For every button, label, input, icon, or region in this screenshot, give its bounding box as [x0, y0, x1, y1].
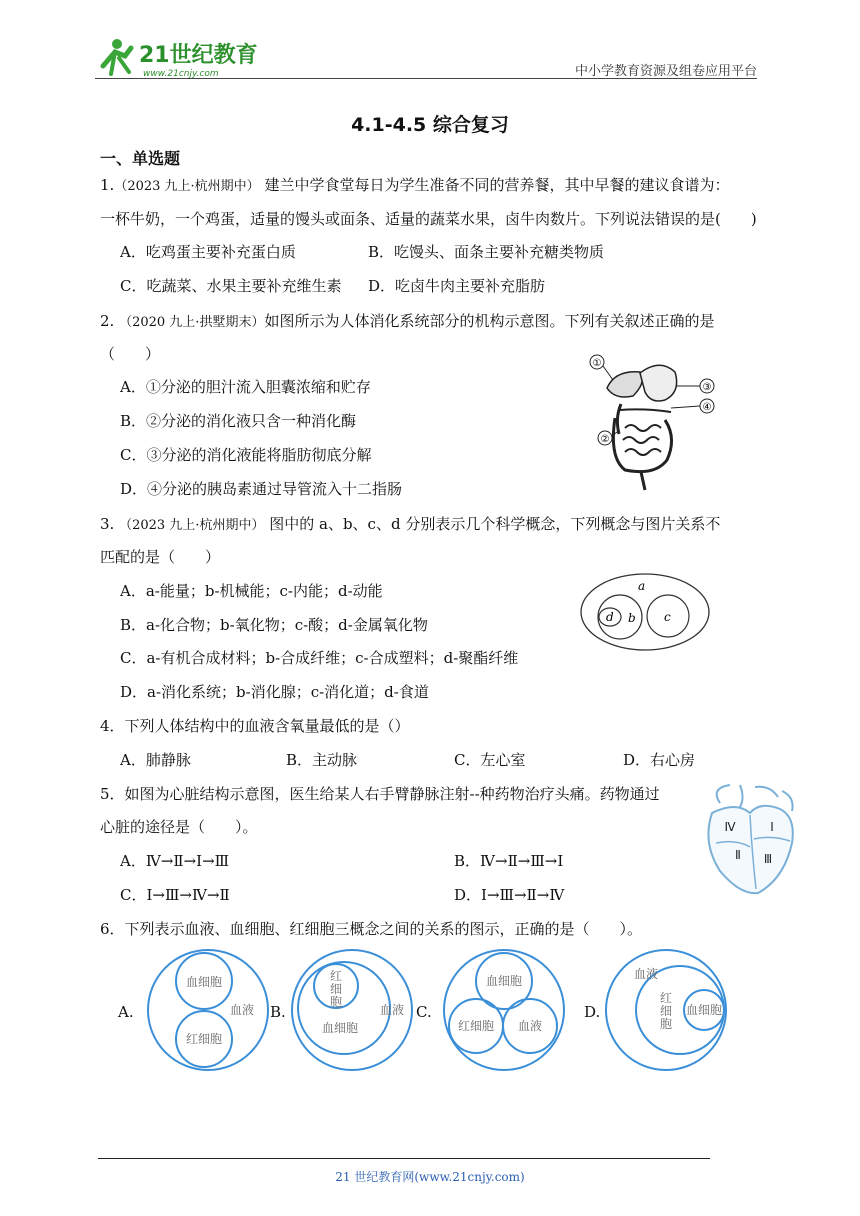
q6-stem: 6．下列表示血液、血细胞、红细胞三概念之间的关系的图示，正确的是（ ）。 [100, 920, 643, 938]
venn-label-b: b [628, 611, 636, 625]
q5-stem-line2: 心脏的途径是（ ）。 [100, 818, 258, 836]
q6-option-d-letter[interactable]: D. [584, 1003, 601, 1021]
q1-option-a[interactable]: A．吃鸡蛋主要补充蛋白质 [120, 243, 296, 261]
q6-option-b-letter[interactable]: B. [270, 1003, 286, 1021]
page-title: 4.1-4.5 综合复习 [351, 114, 509, 136]
q1-option-d[interactable]: D．吃卤牛肉主要补充脂肪 [368, 277, 546, 295]
q6-option-a-letter[interactable]: A. [118, 1003, 134, 1021]
q1-option-b[interactable]: B．吃馒头、面条主要补充糖类物质 [368, 243, 605, 261]
q5-option-d[interactable]: D．Ⅰ→Ⅲ→Ⅱ→Ⅳ [454, 886, 565, 904]
q3-option-a[interactable]: A．a-能量；b-机械能；c-内能；d-动能 [120, 582, 383, 600]
venn-label-d: d [606, 610, 614, 624]
q1-stem-line1: 1.（2023 九上·杭州期中） 建兰中学食堂每日为学生准备不同的营养餐，其中早餐的建议食谱为： [100, 176, 730, 194]
q2-option-d[interactable]: D．④分泌的胰岛素通过导管流入十二指肠 [120, 480, 403, 498]
q2-option-c[interactable]: C．③分泌的消化液能将脂肪彻底分解 [120, 446, 372, 464]
platform-name: 中小学教育资源及组卷应用平台 [574, 64, 757, 79]
q5-stem-line1: 5．如图为心脏结构示意图，医生给某人右手臂静脉注射--种药物治疗头痛。药物通过 [100, 785, 660, 803]
venn-label-c: c [664, 610, 671, 624]
q3-option-b[interactable]: B．a-化合物；b-氧化物；c-酸；d-金属氧化物 [120, 616, 428, 634]
label-blood-cell: 血细胞 [185, 975, 223, 989]
fig-label-4: ④ [702, 402, 712, 413]
label-red-2: 细 [329, 982, 343, 996]
q3-stem-line1: 3. （2023 九上·杭州期中） 图中的 a、b、c、d 分别表示几个科学概念，下列概念与图片关系不 [100, 515, 721, 533]
q4-option-b[interactable]: B．主动脉 [286, 751, 358, 769]
heart-label-ii: Ⅱ [735, 848, 741, 862]
q5-option-a[interactable]: A．Ⅳ→Ⅱ→Ⅰ→Ⅲ [120, 852, 230, 870]
label-blood-cell-1: 红 [659, 991, 673, 1005]
q4-option-a[interactable]: A．肺静脉 [120, 751, 191, 769]
q3-option-d[interactable]: D．a-消化系统；b-消化腺；c-消化道；d-食道 [120, 683, 429, 701]
heart-figure [700, 783, 800, 902]
footer-divider [98, 1158, 710, 1159]
label-blood: 血液 [633, 967, 659, 981]
site-logo [95, 36, 265, 80]
q6-diagram-b[interactable] [290, 948, 414, 1076]
venn-label-a: a [638, 579, 646, 593]
label-blood-cell: 血细胞 [685, 1003, 723, 1017]
label-blood-cell-2: 细 [659, 1004, 673, 1018]
fig-label-2: ② [600, 434, 610, 445]
concept-venn-figure [578, 570, 713, 659]
label-red-3: 胞 [329, 995, 343, 1009]
q2-stem-line2: （ ） [100, 345, 161, 363]
runner-logo-icon [103, 39, 131, 74]
q4-option-c[interactable]: C．左心室 [454, 751, 526, 769]
fig-label-3: ③ [702, 382, 712, 393]
q5-option-c[interactable]: C．Ⅰ→Ⅲ→Ⅳ→Ⅱ [120, 886, 230, 904]
q6-diagram-d[interactable] [604, 948, 728, 1076]
label-blood: 血液 [379, 1003, 405, 1017]
q3-option-c[interactable]: C．a-有机合成材料；b-合成纤维；c-合成塑料；d-聚酯纤维 [120, 649, 519, 667]
q4-option-d[interactable]: D．右心房 [623, 751, 696, 769]
q6-diagram-c[interactable] [442, 948, 566, 1076]
heart-label-i: Ⅰ [770, 820, 774, 834]
q6-diagram-a[interactable] [146, 948, 270, 1076]
label-blood: 血液 [229, 1003, 255, 1017]
label-blood-cell-3: 胞 [659, 1017, 673, 1031]
q1-stem-line2: 一杯牛奶，一个鸡蛋，适量的馒头或面条、适量的蔬菜水果，卤牛肉数片。下列说法错误的是( ) [100, 210, 757, 228]
heart-label-iv: Ⅳ [724, 820, 736, 834]
fig-label-1: ① [592, 358, 602, 369]
section-heading: 一、单选题 [100, 149, 181, 168]
footer-text[interactable]: 21 世纪教育网(www.21cnjy.com) [335, 1170, 525, 1184]
q2-option-a[interactable]: A．①分泌的胆汁流入胆囊浓缩和贮存 [120, 378, 371, 396]
q6-option-c-letter[interactable]: C. [416, 1003, 432, 1021]
header-divider [95, 78, 757, 79]
q4-stem: 4．下列人体结构中的血液含氧量最低的是（） [100, 717, 410, 735]
label-red-cell: 红细胞 [185, 1032, 223, 1046]
label-blood: 血液 [517, 1019, 543, 1033]
q3-stem-line2: 匹配的是（ ） [100, 548, 221, 566]
q2-option-b[interactable]: B．②分泌的消化液只含一种消化酶 [120, 412, 357, 430]
label-red-1: 红 [329, 969, 343, 983]
q1-option-c[interactable]: C．吃蔬菜、水果主要补充维生素 [120, 277, 342, 295]
q5-option-b[interactable]: B．Ⅳ→Ⅱ→Ⅲ→Ⅰ [454, 852, 564, 870]
digestive-system-figure [585, 348, 720, 502]
logo-text: 21世纪教育 [139, 43, 258, 68]
label-blood-cell: 血细胞 [321, 1021, 359, 1035]
logo-url: www.21cnjy.com [143, 69, 219, 79]
label-blood-cell: 血细胞 [485, 974, 523, 988]
q2-stem-line1: 2. （2020 九上·拱墅期末）如图所示为人体消化系统部分的机构示意图。下列有关叙述正确的是 [100, 312, 715, 330]
heart-label-iii: Ⅲ [763, 852, 773, 866]
label-red-cell: 红细胞 [457, 1019, 495, 1033]
